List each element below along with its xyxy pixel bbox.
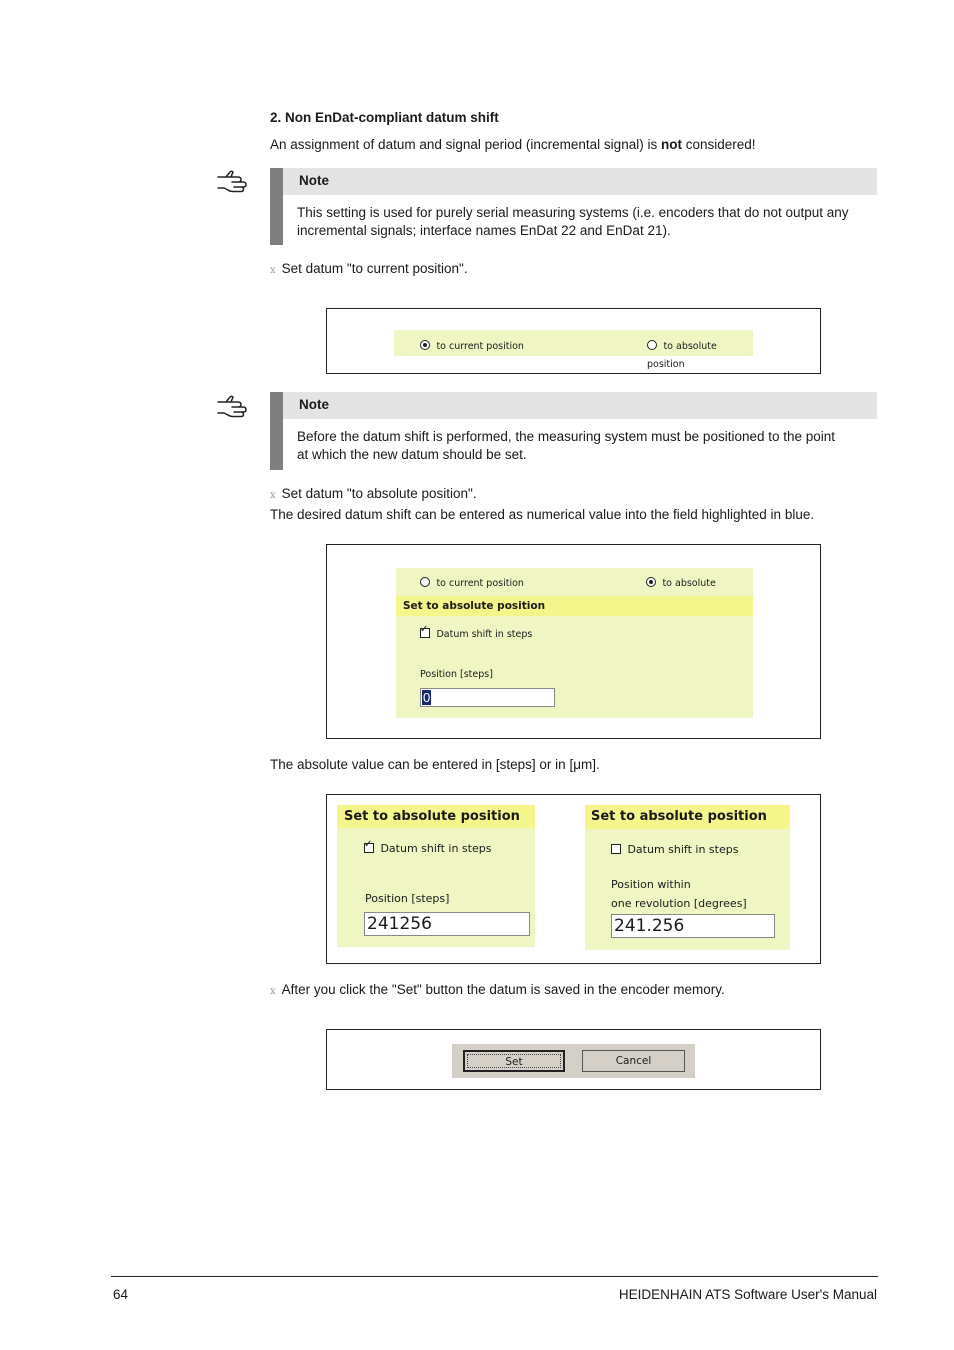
intro-paragraph	[270, 136, 756, 154]
step-text: Set datum "to current position".	[281, 261, 468, 276]
figure-frame	[326, 308, 821, 374]
checkbox-checked[interactable]	[364, 843, 374, 853]
position-value: 241256	[367, 914, 432, 934]
cancel-button[interactable]: Cancel	[582, 1050, 685, 1072]
note-line: at which the new datum should be set.	[297, 446, 527, 462]
radio-button-selected[interactable]	[646, 577, 656, 587]
radio-absolute-position[interactable]	[647, 336, 753, 372]
instruction-step	[270, 260, 468, 280]
position-value: 241.256	[614, 916, 685, 936]
instruction-step	[270, 981, 725, 1001]
instruction-step	[270, 485, 477, 505]
checkbox-checked[interactable]	[420, 628, 430, 638]
radio-button[interactable]	[647, 340, 657, 350]
radio-panel	[394, 330, 753, 370]
note-line: incremental signals; interface names EnDat 22 and EnDat 21).	[297, 222, 671, 238]
note-body	[297, 204, 887, 239]
degrees-panel	[585, 805, 790, 950]
bullet-marker: x	[270, 986, 276, 997]
note-line: Before the datum shift is performed, the measuring system must be positioned to the point	[297, 429, 836, 444]
note-sidebar	[270, 392, 283, 470]
note-sidebar	[270, 168, 283, 245]
checkbox-unchecked[interactable]	[611, 844, 621, 854]
figure-frame	[326, 544, 821, 739]
set-button-label: Set	[505, 1056, 523, 1068]
intro-post: considered!	[681, 137, 756, 152]
radio-label: to absolute	[662, 578, 716, 589]
figure-frame	[326, 1029, 821, 1090]
step-text: Set datum "to absolute position".	[281, 486, 477, 501]
settings-panel	[396, 568, 753, 718]
radio-current-position[interactable]	[420, 573, 524, 591]
intro-bold: not	[660, 137, 682, 152]
note-line: This setting is used for purely serial measuring systems (i.e. encoders that do not output any	[297, 205, 849, 220]
set-button[interactable]	[463, 1050, 565, 1072]
focus-ring	[467, 1054, 561, 1068]
pointing-hand-icon	[216, 168, 252, 196]
bullet-marker: x	[270, 265, 276, 276]
radio-current-position[interactable]	[420, 336, 524, 354]
pointing-hand-icon	[216, 393, 252, 421]
position-input[interactable]	[364, 912, 530, 936]
step-text: After you click the "Set" button the datum is saved in the encoder memory.	[281, 982, 725, 997]
checkbox-label: Datum shift in steps	[627, 843, 739, 856]
note-body	[297, 428, 887, 463]
position-value-selected: 0	[423, 690, 431, 705]
page-number: 64	[113, 1287, 129, 1302]
position-label: Position [steps]	[365, 892, 450, 905]
paragraph: The absolute value can be entered in [steps] or in [μm].	[270, 757, 600, 772]
instruction-detail: The desired datum shift can be entered as numerical value into the field highlighted in blue.	[270, 507, 815, 522]
position-input[interactable]	[420, 688, 555, 707]
figure-frame	[326, 794, 821, 964]
checkbox-label: Datum shift in steps	[436, 629, 533, 640]
position-label-line: one revolution [degrees]	[611, 897, 747, 910]
datum-shift-checkbox[interactable]	[420, 624, 532, 642]
radio-button[interactable]	[420, 577, 430, 587]
button-panel	[452, 1044, 695, 1078]
radio-label: to current position	[436, 341, 524, 352]
steps-panel	[337, 805, 535, 947]
position-label: Position [steps]	[420, 669, 493, 680]
datum-shift-checkbox[interactable]	[364, 839, 491, 857]
position-label	[611, 875, 747, 913]
section-bar: Set to absolute position	[337, 805, 535, 828]
position-label-line: Position within	[611, 878, 691, 891]
radio-button-selected[interactable]	[420, 340, 430, 350]
section-bar: Set to absolute position	[585, 805, 790, 829]
bullet-marker: x	[270, 490, 276, 501]
section-bar: Set to absolute position	[396, 596, 753, 616]
checkbox-label: Datum shift in steps	[380, 842, 492, 855]
footer-rule	[111, 1276, 878, 1277]
section-heading: 2. Non EnDat-compliant datum shift	[270, 110, 499, 125]
note-title: Note	[283, 168, 877, 195]
datum-shift-checkbox[interactable]	[611, 840, 738, 858]
radio-label: to current position	[436, 578, 524, 589]
note-title: Note	[283, 392, 877, 419]
position-input[interactable]	[611, 914, 775, 938]
intro-pre: An assignment of datum and signal period (incremental signal) is	[270, 137, 661, 152]
radio-label: to absolute position	[647, 341, 717, 370]
footer-title: HEIDENHAIN ATS Software User's Manual	[618, 1287, 877, 1302]
